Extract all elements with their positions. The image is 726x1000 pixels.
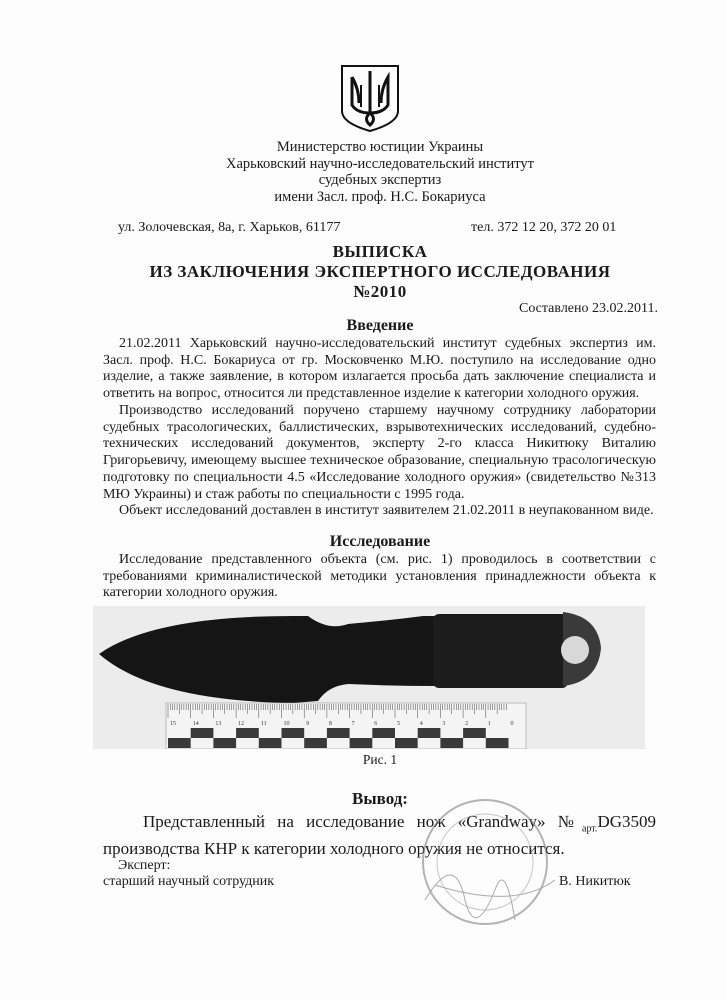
ruler-label: 11 [260, 721, 267, 727]
ruler-label: 0 [510, 721, 514, 727]
ruler-label: 6 [374, 721, 378, 727]
conclusion-text-part2: DG3509 производства КНР к категории холодного оружия не относится. [103, 812, 656, 859]
ruler-check [440, 738, 463, 748]
ruler-check [327, 728, 350, 738]
ruler-check [236, 728, 259, 738]
official-stamp [395, 790, 565, 950]
figure-caption: Рис. 1 [362, 752, 398, 767]
ruler-check [168, 738, 191, 748]
knife-image [93, 606, 645, 749]
ruler-check [191, 728, 214, 738]
knife-photo [93, 606, 645, 749]
ruler-label: 2 [465, 721, 469, 727]
ruler [166, 703, 526, 749]
document-title [100, 242, 660, 302]
institution-header [180, 139, 580, 205]
ruler-check [486, 738, 509, 748]
intro-paragraph-3: Объект исследований доставлен в институт заявителем 21.02.2011 в неупакованном виде. [119, 503, 654, 518]
title-line1: ВЫПИСКА [332, 242, 428, 261]
conclusion-text [103, 812, 656, 859]
institute-name-line3: имени Засл. проф. Н.С. Бокариуса [274, 188, 486, 205]
ministry-name: Министерство юстиции Украины [276, 139, 484, 155]
coat-of-arms-icon [339, 63, 401, 133]
ruler-label: 15 [170, 721, 176, 727]
ruler-check [304, 738, 327, 748]
ruler-label: 4 [419, 721, 423, 727]
ruler-label: 13 [215, 721, 222, 727]
signature-role-line1: Эксперт: [118, 858, 171, 873]
ruler-check [418, 728, 441, 738]
conclusion-heading: Вывод: [352, 789, 408, 808]
ruler-check [395, 738, 418, 748]
ruler-label: 5 [397, 721, 400, 727]
signature-name: В. Никитюк [559, 874, 631, 889]
ruler-label: 12 [238, 721, 245, 727]
ruler-check [282, 728, 305, 738]
conclusion-text-part1: Представленный на исследование нож «Grandway» № [143, 812, 582, 831]
ruler-label: 10 [283, 721, 290, 727]
ruler-check [372, 728, 395, 738]
composed-date: Составлено 23.02.2011. [518, 301, 658, 316]
title-line2: ИЗ ЗАКЛЮЧЕНИЯ ЭКСПЕРТНОГО ИССЛЕДОВАНИЯ [149, 262, 611, 281]
ruler-check [259, 738, 282, 748]
ruler-check [463, 728, 486, 738]
ruler-label: 3 [442, 721, 446, 727]
research-paragraph: Исследование представленного объекта (см. рис. 1) проводилось в соответствии с требованиями криминалистической методики установления принадлежности объекта к категории холодного оружия. [103, 552, 656, 601]
ruler-label: 14 [192, 721, 199, 727]
ruler-label: 9 [306, 721, 310, 727]
ruler-label: 7 [351, 721, 355, 727]
ruler-check [213, 738, 236, 748]
ruler-label: 8 [328, 721, 332, 727]
signature-role-line2: старший научный сотрудник [103, 874, 275, 889]
article-subscript: арт. [582, 823, 598, 835]
ruler-label: 1 [487, 721, 491, 727]
knife-handle-wrap [433, 614, 568, 688]
intro-paragraph-1: 21.02.2011 Харьковский научно-исследовательский институт судебных экспертиз им. Засл. проф. Н.С. Бокариуса от гр. Московченко М.Ю. поступило на исследование одно изделие, а также заявление, в котором излагается просьба дать заключение специалиста и ответить на вопрос, относится ли представленное изделие к категории холодного оружия. [103, 336, 656, 402]
institute-name-line1: Харьковский научно-исследовательский институт [225, 155, 535, 172]
address: ул. Золочевская, 8а, г. Харьков, 61177 [118, 220, 341, 235]
title-number: №2010 [353, 282, 407, 301]
phone: тел. 372 12 20, 372 20 01 [471, 220, 617, 235]
research-heading: Исследование [329, 533, 431, 550]
intro-paragraph-2: Производство исследований поручено старшему научному сотруднику лаборатории судебных трасологических, баллистических, взрывотехнических исследований, судебно-технических исследований документов, эксперту 2-го класса Никитюку Виталию Григорьевичу, имеющему высшее техническое образование, специальную трасологическую подготовку по специальности 4.5 «Исследование холодного оружия» (свидетельство №313 МЮ Украины) и стаж работы по специальности с 1995 года. [103, 403, 656, 502]
intro-heading: Введение [346, 317, 414, 334]
ruler-check [350, 738, 373, 748]
institute-name-line2: судебных экспертиз [318, 172, 442, 188]
